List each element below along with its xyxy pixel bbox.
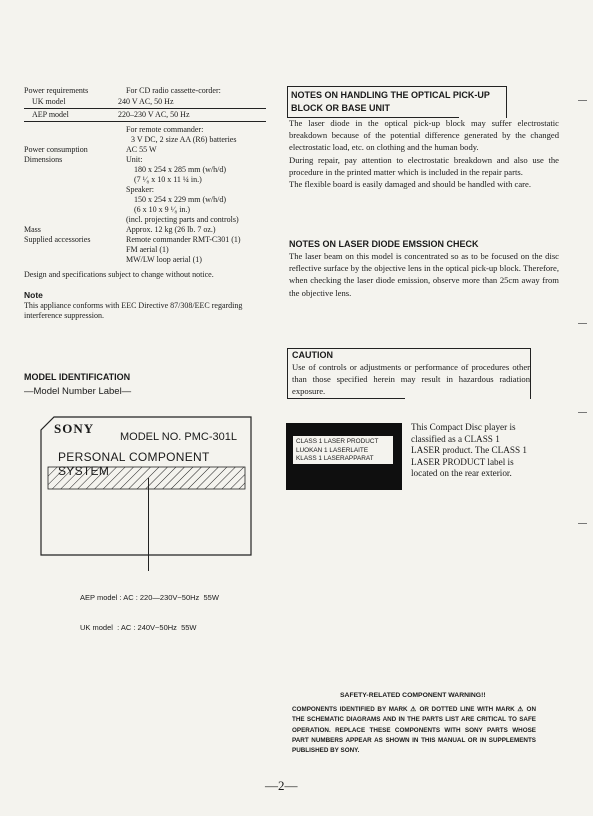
accessory-item: MW/LW loop aerial (1) — [126, 255, 202, 264]
divider — [24, 108, 266, 109]
divider — [287, 398, 405, 399]
divider — [24, 121, 266, 122]
laser-label-inner — [293, 436, 393, 464]
model-label-diagram — [40, 416, 253, 556]
edge-mark — [578, 100, 587, 101]
uk-rating: UK model : AC : 240V~50Hz 55W — [80, 623, 197, 632]
uk-model-value: 240 V AC, 50 Hz — [118, 97, 174, 106]
power-requirements-label: Power requirements — [24, 86, 89, 95]
model-id-subtitle: —Model Number Label— — [24, 386, 132, 397]
unit-label: Unit: — [126, 155, 143, 164]
sony-logo: SONY — [54, 421, 95, 436]
optical-body — [289, 117, 559, 190]
model-number: MODEL NO. PMC-301L — [120, 431, 237, 443]
power-requirements-value: For CD radio cassette-corder: — [126, 86, 221, 95]
change-notice: Design and specifications subject to change without notice. — [24, 270, 214, 279]
accessory-item: Remote commander RMT-C301 (1) — [126, 235, 241, 244]
edge-mark — [578, 323, 587, 324]
page-number: —2— — [265, 778, 298, 793]
leader-line — [148, 478, 149, 571]
system-name: PERSONAL COMPONENT SYSTEM — [58, 450, 210, 478]
note-title: Note — [24, 290, 43, 300]
model-id-title: MODEL IDENTIFICATION — [24, 372, 131, 382]
rating-lines — [80, 573, 219, 643]
laser-text: The laser beam on this model is concentrated so as to be focused on the disc reflective surface by the objective lens in the optical pick-up block. Therefore, when checking the laser diode emission, observe more than 25cm away from the objective lens. — [289, 251, 559, 298]
uk-model-label: UK model — [32, 97, 66, 106]
laser-label — [286, 423, 402, 490]
aep-model-value: 220–230 V AC, 50 Hz — [118, 110, 190, 119]
optical-paragraph: The flexible board is easily damaged and should be handled with care. — [289, 179, 531, 190]
edge-mark — [578, 412, 587, 413]
caution-title: CAUTION — [292, 350, 333, 360]
optical-paragraph: During repair, pay attention to electrostatic breakdown and also use the procedure in the printed matter which is included in the repair parts. — [289, 154, 559, 177]
accessories-label: Supplied accessories — [24, 235, 91, 244]
safety-text: COMPONENTS IDENTIFIED BY MARK ⚠ OR DOTTED LINE WITH MARK ⚠ ON THE SCHEMATIC DIAGRAMS AND IN THE PARTS LIST ARE CRITICAL TO SAFE OPERATION. REPLACE THESE COMPONENTS WITH SONY PARTS WHOSE PART NUMBERS APPEAR AS SHOWN IN THIS MANUAL OR IN SUPPLEMENTS PUBLISHED BY SONY. — [292, 706, 536, 755]
aep-rating: AEP model : AC : 220—230V~50Hz 55W — [80, 593, 219, 602]
accessory-item: FM aerial (1) — [126, 245, 169, 254]
mass-label: Mass — [24, 225, 41, 234]
aep-model-label: AEP model — [32, 110, 69, 119]
caution-text: Use of controls or adjustments or performance of procedures other than those specified herein may result in hazardous radiation exposure. — [292, 362, 530, 397]
laser-label-line: KLASS 1 LASERAPPARAT — [296, 455, 374, 462]
dimensions-note: (incl. projecting parts and controls) — [126, 215, 239, 224]
remote-value: 3 V DC, 2 size AA (R6) batteries — [131, 135, 237, 144]
laser-label-description: This Compact Disc player is classified as a CLASS 1 LASER product. The CLASS 1 LASER PRODUCT label is located on the rear exterior. — [411, 422, 527, 479]
remote-label: For remote commander: — [126, 125, 204, 134]
mass-value: Approx. 12 kg (26 lb. 7 oz.) — [126, 225, 216, 234]
speaker-mm: 150 x 254 x 229 mm (w/h/d) — [134, 195, 226, 204]
speaker-label: Speaker: — [126, 185, 154, 194]
power-consumption-label: Power consumption — [24, 145, 88, 154]
note-text: This appliance conforms with EEC Directive 87/308/EEC regarding interference suppression. — [24, 301, 243, 320]
specs-block — [24, 86, 274, 326]
unit-in: (7 ¹⁄₈ x 10 x 11 ¼ in.) — [134, 175, 202, 184]
laser-title: NOTES ON LASER DIODE EMSSION CHECK — [289, 239, 479, 249]
dimensions-label: Dimensions — [24, 155, 63, 164]
edge-mark — [578, 523, 587, 524]
optical-title-box — [287, 86, 507, 118]
speaker-in: (6 x 10 x 9 ¹⁄₈ in.) — [134, 205, 191, 214]
safety-title: SAFETY-RELATED COMPONENT WARNING!! — [340, 692, 486, 699]
power-consumption-value: AC 55 W — [126, 145, 157, 154]
laser-label-line: CLASS 1 LASER PRODUCT — [296, 438, 379, 445]
optical-title-line2: BLOCK OR BASE UNIT — [291, 103, 390, 113]
optical-paragraph: The laser diode in the optical pick-up block may suffer electrostatic breakdown because of the potential difference generated by the changed electrostatic load, etc. on clothing and the human body. — [289, 118, 559, 153]
laser-label-line: LUOKAN 1 LASERLAITE — [296, 446, 369, 454]
optical-title-line1: NOTES ON HANDLING THE OPTICAL PICK-UP — [291, 90, 490, 100]
unit-mm: 180 x 254 x 285 mm (w/h/d) — [134, 165, 226, 174]
